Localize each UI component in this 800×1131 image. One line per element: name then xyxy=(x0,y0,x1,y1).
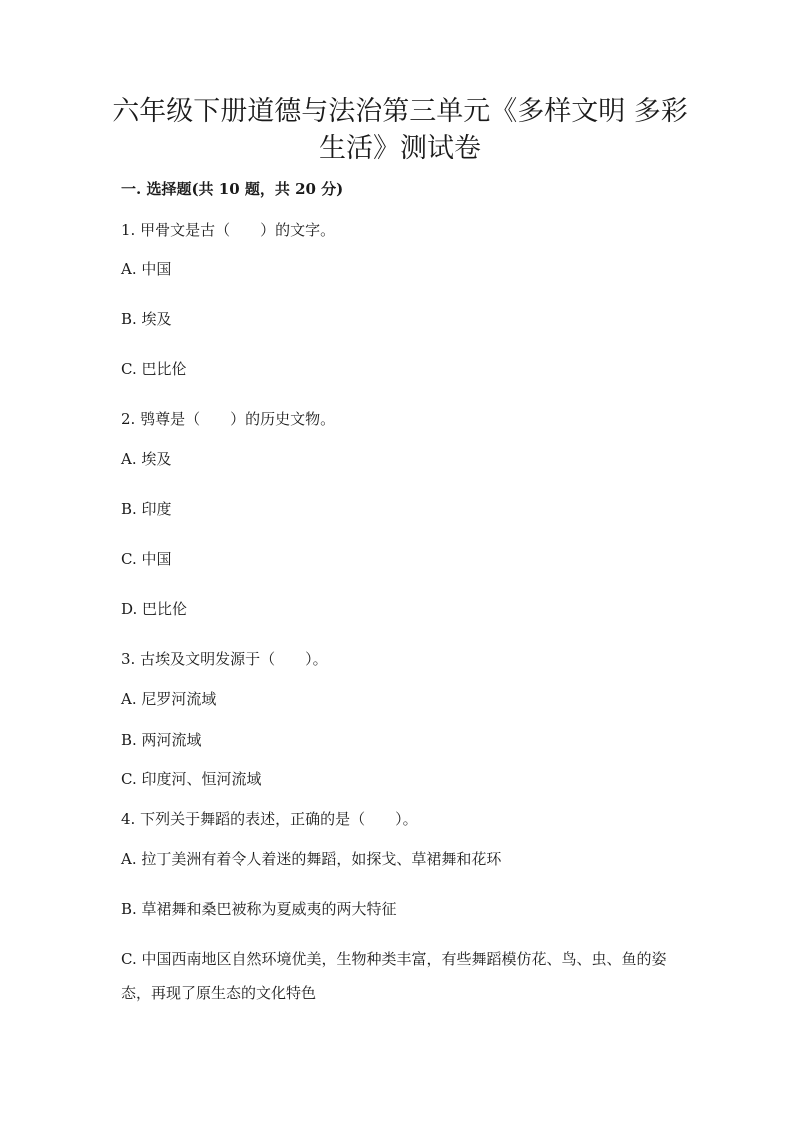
question-3-option-c: C. 印度河、恒河流域 xyxy=(121,770,262,788)
question-2-option-b: B. 印度 xyxy=(121,500,172,518)
question-4-option-b: B. 草裙舞和桑巴被称为夏威夷的两大特征 xyxy=(121,900,397,918)
question-4-option-a: A. 拉丁美洲有着令人着迷的舞蹈，如探戈、草裙舞和花环 xyxy=(121,850,502,868)
question-2-option-c: C. 中国 xyxy=(121,550,172,568)
question-3-option-a: A. 尼罗河流域 xyxy=(121,690,217,708)
question-1-option-a: A. 中国 xyxy=(121,260,172,278)
question-3-option-b: B. 两河流域 xyxy=(121,731,202,749)
question-4-stem: 4. 下列关于舞蹈的表述，正确的是（ ）。 xyxy=(121,810,418,828)
question-2-stem: 2. 鸮尊是（ ）的历史文物。 xyxy=(121,410,336,428)
question-1-option-b: B. 埃及 xyxy=(121,310,172,328)
question-2-option-d: D. 巴比伦 xyxy=(121,600,188,618)
section-heading: 一. 选择题(共 10 题，共 20 分) xyxy=(121,180,344,198)
question-1-stem: 1. 甲骨文是古（ ）的文字。 xyxy=(121,221,336,239)
question-2-option-a: A. 埃及 xyxy=(121,450,172,468)
question-1-option-c: C. 巴比伦 xyxy=(121,360,187,378)
question-4-option-c: C. 中国西南地区自然环境优美，生物种类丰富，有些舞蹈模仿花、鸟、虫、鱼的姿 态，再现了原生态的文化特色 xyxy=(121,950,667,1002)
page-title: 六年级下册道德与法治第三单元《多样文明 多彩生活》测试卷 xyxy=(112,96,688,164)
question-3-stem: 3. 古埃及文明发源于（ ）。 xyxy=(121,650,328,668)
